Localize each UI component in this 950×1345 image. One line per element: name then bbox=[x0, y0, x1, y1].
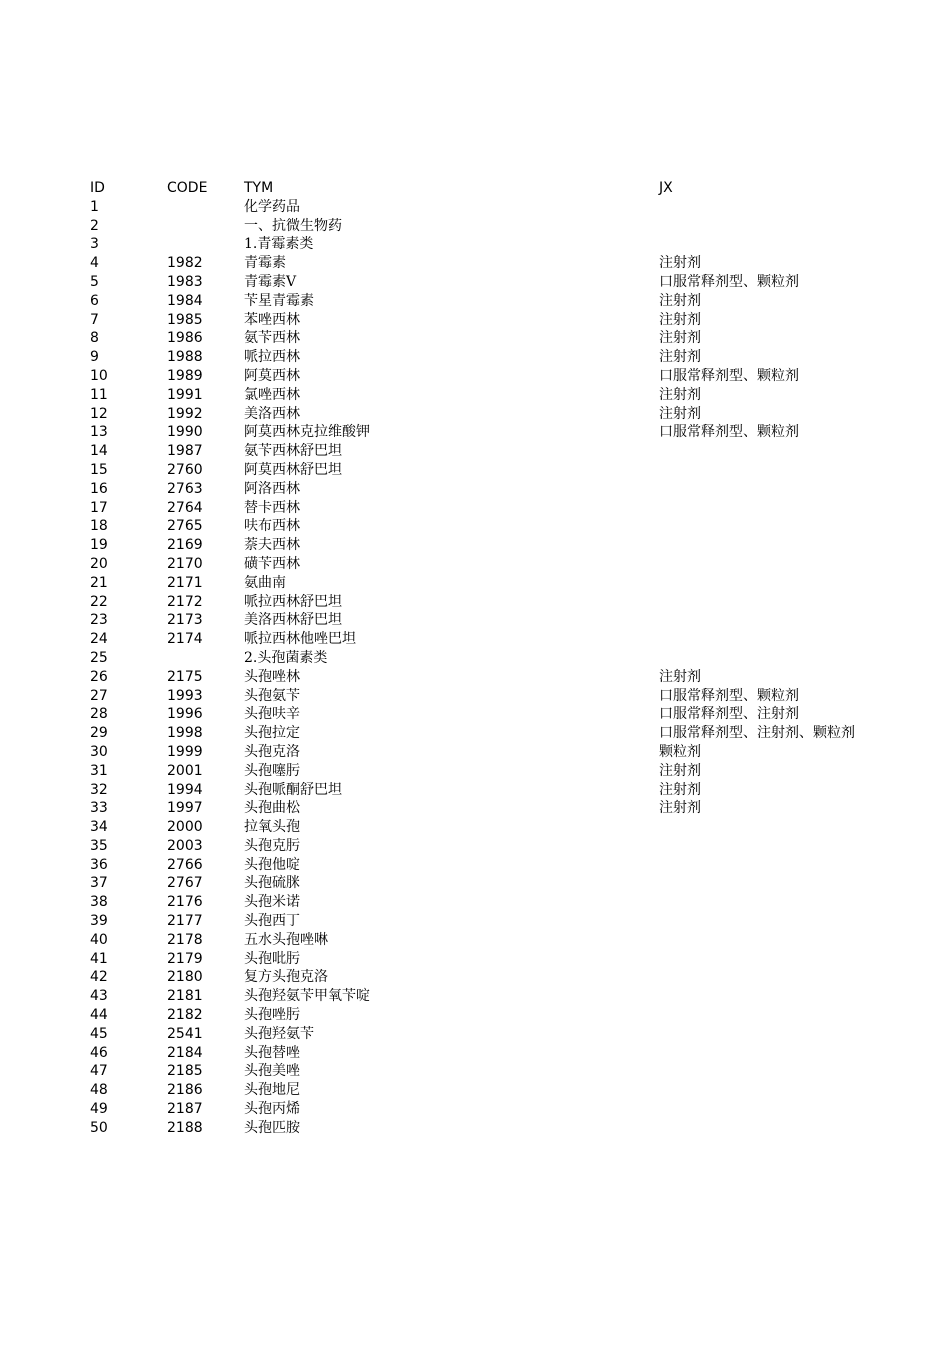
cell-id: 11 bbox=[90, 386, 108, 403]
cell-code: 2169 bbox=[167, 537, 203, 554]
cell-tym: 头孢羟氨苄甲氧苄啶 bbox=[244, 988, 370, 1005]
cell-code: 2170 bbox=[167, 555, 203, 572]
cell-code: 2175 bbox=[167, 668, 203, 685]
cell-id: 43 bbox=[90, 988, 108, 1005]
cell-code: 1994 bbox=[167, 781, 203, 798]
cell-id: 38 bbox=[90, 894, 108, 911]
cell-id: 44 bbox=[90, 1007, 108, 1024]
cell-jx: 注射剂 bbox=[659, 255, 701, 272]
cell-tym: 头孢吡肟 bbox=[244, 950, 300, 967]
cell-id: 7 bbox=[90, 311, 99, 328]
cell-id: 48 bbox=[90, 1082, 108, 1099]
cell-tym: 苄星青霉素 bbox=[244, 292, 314, 309]
table-row bbox=[0, 217, 950, 236]
cell-code: 2767 bbox=[167, 875, 203, 892]
header-id: ID bbox=[90, 180, 105, 196]
cell-tym: 头孢氨苄 bbox=[244, 687, 300, 704]
table-row bbox=[0, 781, 950, 800]
cell-id: 28 bbox=[90, 706, 108, 723]
cell-id: 32 bbox=[90, 781, 108, 798]
cell-code: 2180 bbox=[167, 969, 203, 986]
cell-tym: 氨苄西林舒巴坦 bbox=[244, 443, 342, 460]
cell-tym: 头孢他啶 bbox=[244, 856, 300, 873]
cell-jx: 口服常释剂型、颗粒剂 bbox=[659, 367, 799, 384]
cell-id: 5 bbox=[90, 273, 99, 290]
cell-tym: 1.青霉素类 bbox=[244, 236, 314, 253]
cell-code: 2764 bbox=[167, 499, 203, 516]
cell-tym: 萘夫西林 bbox=[244, 537, 300, 554]
table-row bbox=[0, 461, 950, 480]
cell-jx: 口服常释剂型、注射剂 bbox=[659, 706, 799, 723]
drug-table bbox=[0, 179, 950, 1138]
cell-id: 12 bbox=[90, 405, 108, 422]
cell-tym: 2.头孢菌素类 bbox=[244, 649, 328, 666]
cell-jx: 注射剂 bbox=[659, 386, 701, 403]
cell-code: 1983 bbox=[167, 273, 203, 290]
cell-code: 1990 bbox=[167, 424, 203, 441]
cell-id: 45 bbox=[90, 1025, 108, 1042]
cell-code: 2176 bbox=[167, 894, 203, 911]
cell-id: 21 bbox=[90, 574, 108, 591]
table-row bbox=[0, 649, 950, 668]
cell-code: 2541 bbox=[167, 1025, 203, 1042]
cell-code: 2760 bbox=[167, 461, 203, 478]
table-row bbox=[0, 1062, 950, 1081]
header-jx: JX bbox=[659, 180, 673, 196]
cell-tym: 苯唑西林 bbox=[244, 311, 300, 328]
cell-tym: 青霉素V bbox=[244, 273, 297, 290]
table-row bbox=[0, 555, 950, 574]
cell-jx: 注射剂 bbox=[659, 800, 701, 817]
cell-id: 3 bbox=[90, 236, 99, 253]
cell-code: 2177 bbox=[167, 913, 203, 930]
cell-code: 2181 bbox=[167, 988, 203, 1005]
cell-code: 1989 bbox=[167, 367, 203, 384]
cell-id: 34 bbox=[90, 819, 108, 836]
cell-id: 27 bbox=[90, 687, 108, 704]
cell-id: 25 bbox=[90, 649, 108, 666]
table-row bbox=[0, 517, 950, 536]
cell-code: 1992 bbox=[167, 405, 203, 422]
cell-tym: 头孢地尼 bbox=[244, 1082, 300, 1099]
cell-jx: 注射剂 bbox=[659, 311, 701, 328]
cell-tym: 阿洛西林 bbox=[244, 480, 300, 497]
cell-id: 33 bbox=[90, 800, 108, 817]
cell-code: 1984 bbox=[167, 292, 203, 309]
cell-code: 1985 bbox=[167, 311, 203, 328]
table-row bbox=[0, 912, 950, 931]
cell-jx: 口服常释剂型、颗粒剂 bbox=[659, 273, 799, 290]
cell-id: 1 bbox=[90, 198, 99, 215]
table-row bbox=[0, 856, 950, 875]
header-tym: TYM bbox=[244, 180, 274, 196]
table-row bbox=[0, 724, 950, 743]
cell-tym: 呋布西林 bbox=[244, 518, 300, 535]
cell-code: 2766 bbox=[167, 856, 203, 873]
table-header-row bbox=[0, 179, 950, 198]
cell-tym: 五水头孢唑啉 bbox=[244, 931, 328, 948]
cell-code: 2171 bbox=[167, 574, 203, 591]
cell-tym: 头孢曲松 bbox=[244, 800, 300, 817]
cell-tym: 头孢唑肟 bbox=[244, 1007, 300, 1024]
cell-tym: 头孢呋辛 bbox=[244, 706, 300, 723]
cell-tym: 头孢米诺 bbox=[244, 894, 300, 911]
cell-id: 18 bbox=[90, 518, 108, 535]
cell-id: 36 bbox=[90, 856, 108, 873]
cell-code: 2188 bbox=[167, 1119, 203, 1136]
table-row bbox=[0, 818, 950, 837]
header-code: CODE bbox=[167, 180, 208, 196]
cell-code: 2174 bbox=[167, 631, 203, 648]
cell-id: 19 bbox=[90, 537, 108, 554]
cell-id: 24 bbox=[90, 631, 108, 648]
table-row bbox=[0, 254, 950, 273]
cell-jx: 注射剂 bbox=[659, 781, 701, 798]
cell-code: 2179 bbox=[167, 950, 203, 967]
cell-code: 2001 bbox=[167, 762, 203, 779]
cell-tym: 青霉素 bbox=[244, 255, 286, 272]
cell-tym: 头孢美唑 bbox=[244, 1063, 300, 1080]
table-row bbox=[0, 705, 950, 724]
table-row bbox=[0, 1100, 950, 1119]
table-row bbox=[0, 799, 950, 818]
cell-jx: 口服常释剂型、颗粒剂 bbox=[659, 424, 799, 441]
cell-id: 26 bbox=[90, 668, 108, 685]
table-row bbox=[0, 1044, 950, 1063]
cell-tym: 头孢克洛 bbox=[244, 743, 300, 760]
cell-id: 6 bbox=[90, 292, 99, 309]
cell-code: 1996 bbox=[167, 706, 203, 723]
cell-id: 10 bbox=[90, 367, 108, 384]
table-row bbox=[0, 762, 950, 781]
cell-id: 4 bbox=[90, 255, 99, 272]
table-row bbox=[0, 668, 950, 687]
cell-tym: 一、抗微生物药 bbox=[244, 217, 342, 234]
cell-code: 2184 bbox=[167, 1044, 203, 1061]
cell-tym: 头孢哌酮舒巴坦 bbox=[244, 781, 342, 798]
table-row bbox=[0, 198, 950, 217]
cell-id: 20 bbox=[90, 555, 108, 572]
cell-id: 40 bbox=[90, 931, 108, 948]
table-row bbox=[0, 837, 950, 856]
cell-code: 2173 bbox=[167, 612, 203, 629]
cell-tym: 拉氧头孢 bbox=[244, 819, 300, 836]
table-row bbox=[0, 1119, 950, 1138]
table-row bbox=[0, 499, 950, 518]
table-row bbox=[0, 386, 950, 405]
cell-id: 9 bbox=[90, 349, 99, 366]
cell-tym: 替卡西林 bbox=[244, 499, 300, 516]
table-row bbox=[0, 480, 950, 499]
cell-jx: 颗粒剂 bbox=[659, 743, 701, 760]
cell-id: 49 bbox=[90, 1101, 108, 1118]
table-row bbox=[0, 1025, 950, 1044]
cell-id: 31 bbox=[90, 762, 108, 779]
table-row bbox=[0, 593, 950, 612]
cell-code: 1987 bbox=[167, 443, 203, 460]
cell-tym: 头孢替唑 bbox=[244, 1044, 300, 1061]
cell-id: 30 bbox=[90, 743, 108, 760]
cell-tym: 磺苄西林 bbox=[244, 555, 300, 572]
cell-code: 1982 bbox=[167, 255, 203, 272]
cell-id: 47 bbox=[90, 1063, 108, 1080]
table-row bbox=[0, 1006, 950, 1025]
cell-id: 16 bbox=[90, 480, 108, 497]
cell-id: 23 bbox=[90, 612, 108, 629]
cell-id: 17 bbox=[90, 499, 108, 516]
cell-tym: 美洛西林 bbox=[244, 405, 300, 422]
table-row bbox=[0, 630, 950, 649]
cell-jx: 注射剂 bbox=[659, 405, 701, 422]
cell-tym: 头孢克肟 bbox=[244, 837, 300, 854]
cell-code: 2185 bbox=[167, 1063, 203, 1080]
cell-tym: 头孢硫脒 bbox=[244, 875, 300, 892]
table-row bbox=[0, 874, 950, 893]
cell-id: 8 bbox=[90, 330, 99, 347]
cell-id: 37 bbox=[90, 875, 108, 892]
cell-jx: 注射剂 bbox=[659, 292, 701, 309]
cell-tym: 头孢丙烯 bbox=[244, 1101, 300, 1118]
cell-tym: 哌拉西林 bbox=[244, 349, 300, 366]
table-row bbox=[0, 311, 950, 330]
cell-id: 14 bbox=[90, 443, 108, 460]
table-row bbox=[0, 442, 950, 461]
cell-tym: 阿莫西林舒巴坦 bbox=[244, 461, 342, 478]
cell-tym: 头孢噻肟 bbox=[244, 762, 300, 779]
cell-tym: 头孢羟氨苄 bbox=[244, 1025, 314, 1042]
cell-tym: 化学药品 bbox=[244, 198, 300, 215]
table-row bbox=[0, 743, 950, 762]
cell-tym: 头孢拉定 bbox=[244, 725, 300, 742]
cell-id: 29 bbox=[90, 725, 108, 742]
table-row bbox=[0, 273, 950, 292]
cell-jx: 注射剂 bbox=[659, 349, 701, 366]
cell-tym: 哌拉西林他唑巴坦 bbox=[244, 631, 356, 648]
table-row bbox=[0, 348, 950, 367]
table-row bbox=[0, 1081, 950, 1100]
cell-tym: 氨苄西林 bbox=[244, 330, 300, 347]
cell-code: 1999 bbox=[167, 743, 203, 760]
cell-id: 39 bbox=[90, 913, 108, 930]
cell-code: 2000 bbox=[167, 819, 203, 836]
table-row bbox=[0, 292, 950, 311]
cell-tym: 阿莫西林 bbox=[244, 367, 300, 384]
table-row bbox=[0, 536, 950, 555]
cell-id: 41 bbox=[90, 950, 108, 967]
cell-code: 1991 bbox=[167, 386, 203, 403]
cell-id: 13 bbox=[90, 424, 108, 441]
table-row bbox=[0, 687, 950, 706]
cell-jx: 注射剂 bbox=[659, 668, 701, 685]
cell-code: 2172 bbox=[167, 593, 203, 610]
cell-tym: 氯唑西林 bbox=[244, 386, 300, 403]
cell-id: 22 bbox=[90, 593, 108, 610]
cell-code: 1988 bbox=[167, 349, 203, 366]
table-body bbox=[0, 198, 950, 1138]
cell-jx: 口服常释剂型、注射剂、颗粒剂 bbox=[659, 725, 855, 742]
cell-code: 1986 bbox=[167, 330, 203, 347]
table-row bbox=[0, 423, 950, 442]
cell-tym: 头孢西丁 bbox=[244, 913, 300, 930]
cell-id: 50 bbox=[90, 1119, 108, 1136]
cell-id: 2 bbox=[90, 217, 99, 234]
cell-tym: 阿莫西林克拉维酸钾 bbox=[244, 424, 370, 441]
cell-code: 1993 bbox=[167, 687, 203, 704]
cell-tym: 复方头孢克洛 bbox=[244, 969, 328, 986]
table-row bbox=[0, 405, 950, 424]
table-row bbox=[0, 931, 950, 950]
cell-jx: 口服常释剂型、颗粒剂 bbox=[659, 687, 799, 704]
cell-code: 2003 bbox=[167, 837, 203, 854]
cell-code: 2763 bbox=[167, 480, 203, 497]
table-row bbox=[0, 893, 950, 912]
cell-id: 42 bbox=[90, 969, 108, 986]
table-row bbox=[0, 235, 950, 254]
cell-tym: 美洛西林舒巴坦 bbox=[244, 612, 342, 629]
table-row bbox=[0, 968, 950, 987]
cell-code: 1997 bbox=[167, 800, 203, 817]
cell-code: 2186 bbox=[167, 1082, 203, 1099]
cell-id: 35 bbox=[90, 837, 108, 854]
cell-tym: 头孢唑林 bbox=[244, 668, 300, 685]
cell-id: 15 bbox=[90, 461, 108, 478]
cell-code: 1998 bbox=[167, 725, 203, 742]
cell-tym: 哌拉西林舒巴坦 bbox=[244, 593, 342, 610]
cell-code: 2187 bbox=[167, 1101, 203, 1118]
cell-code: 2765 bbox=[167, 518, 203, 535]
cell-tym: 头孢匹胺 bbox=[244, 1119, 300, 1136]
table-row bbox=[0, 611, 950, 630]
table-row bbox=[0, 950, 950, 969]
cell-code: 2182 bbox=[167, 1007, 203, 1024]
table-row bbox=[0, 367, 950, 386]
cell-tym: 氨曲南 bbox=[244, 574, 286, 591]
cell-jx: 注射剂 bbox=[659, 762, 701, 779]
table-row bbox=[0, 987, 950, 1006]
table-row bbox=[0, 574, 950, 593]
cell-code: 2178 bbox=[167, 931, 203, 948]
cell-id: 46 bbox=[90, 1044, 108, 1061]
table-row bbox=[0, 329, 950, 348]
cell-jx: 注射剂 bbox=[659, 330, 701, 347]
